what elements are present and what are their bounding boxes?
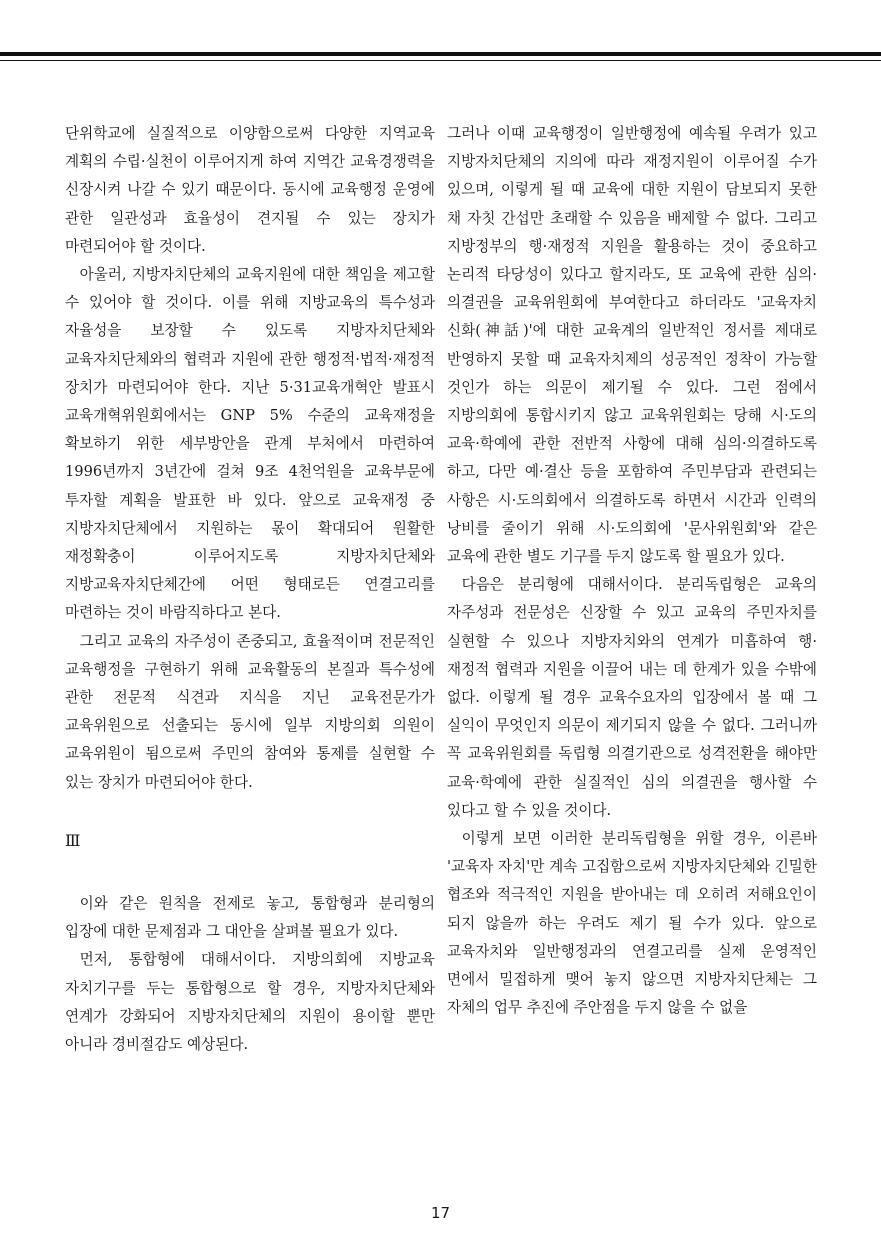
paragraph: 이와 같은 원칙을 전제로 놓고, 통합형과 분리형의 입장에 대한 문제점과 그 대안을 살펴볼 필요가 있다.: [65, 895, 435, 941]
page-number: 17: [430, 1204, 451, 1222]
header-rule-thin: [0, 60, 881, 61]
paragraph: 단위학교에 실질적으로 이양함으로써 다양한 지역교육 계획의 수립·실천이 이루어지게 하여 지역간 교육경쟁력을 신장시켜 나갈 수 있기 때문이다. 동시에 교육행정 운영에 관한 일관성과 효율성이 견지될 수 있는 장치가 마련되어야 할 것이다.: [65, 125, 435, 255]
section-heading: Ⅲ: [65, 830, 82, 850]
left-column: [65, 120, 435, 1059]
paragraph: 아울러, 지방자치단체의 교육지원에 대한 책임을 제고할 수 있어야 할 것이다. 이를 위해 지방교육의 특수성과 자율성을 보장할 수 있도록 지방자치단체와 교육자치단체와의 협력과 지원에 관한 행정적·법적·재정적 장치가 마련되어야 한다. 지난 5·31교육개혁안 발표시 교육개혁위원회에서는 GNP 5% 수준의 교육재정을 확보하기 위한 세부방안을 관계 부처에서 마련하여 1996년까지 3년간에 걸쳐 9조 4천억원을 교육부문에 투자할 계획을 발표한 바 있다. 앞으로 교육재정 중 지방자치단체에서 지원하는 몫이 확대되어 원활한 재정확충이 이루어지도록 지방자치단체와 지방교육자치단체간에 어떤 형태로든 연결고리를 마련하는 것이 바람직하다고 본다.: [65, 266, 435, 622]
right-column: [447, 120, 817, 1023]
paragraph: 이렇게 보면 이러한 분리독립형을 위할 경우, 이른바 '교육자 자치'만 계속 고집함으로써 지방자치단체와 긴밀한 협조와 적극적인 지원을 받아내는 데 오히려 저해요인이 되지 않을까 하는 우려도 제기 될 수가 있다. 앞으로 교육자치와 일반행정과의 연결고리를 실제 운영적인 면에서 밀접하게 맺어 놓지 않으면 지방자치단체는 그 자체의 업무 추진에 주안점을 두지 않을 수 없을: [447, 830, 817, 1017]
header-rule-thick: [0, 52, 881, 56]
paragraph: 다음은 분리형에 대해서이다. 분리독립형은 교육의 자주성과 전문성은 신장할 수 있고 교육의 주민자치를 실현할 수 있으나 지방자치와의 연계가 미흡하여 행·재정적 협력과 지원을 이끌어 내는 데 한계가 있을 수밖에 없다. 이렇게 될 경우 교육수요자의 입장에서 볼 때 그 실익이 무엇인지 의문이 제기되지 않을 수 없다. 그러니까 꼭 교육위원회를 독립형 의결기관으로 성격전환을 해야만 교육·학예에 관한 실질적인 심의 의결권을 행사할 수 있다고 할 수 있을 것이다.: [447, 576, 817, 819]
paragraph: 그러나 이때 교육행정이 일반행정에 예속될 우려가 있고 지방자치단체의 지의에 따라 재정지원이 이루어질 수가 있으며, 이렇게 될 때 교육에 대한 지원이 담보되지 못한 채 자칫 간섭만 초래할 수 있음을 배제할 수 없다. 그리고 지방정부의 행·재정적 지원을 활용하는 것이 중요하고 논리적 타당성이 있다고 할지라도, 또 교육에 관한 심의·의결권을 교육위원회에 부여한다고 하더라도 '교육자치 신화(神話)'에 대한 교육계의 일반적인 정서를 제대로 반영하지 못할 때 교육자치제의 성공적인 정착이 가능할 것인가 하는 의문이 제기될 수 있다. 그런 점에서 지방의회에 통합시키지 않고 교육위원회는 당해 시·도의 교육·학예에 관한 전반적 사항에 대해 심의·의결하도록 하고, 다만 예·결산 등을 포함하여 주민부담과 관련되는 사항은 시·도의회에서 의결하도록 하면서 시간과 인력의 낭비를 줄이기 위해 시·도의회에 '문사위원회'와 같은 교육에 관한 별도 기구를 두지 않도록 할 필요가 있다.: [447, 125, 817, 566]
paragraph: 먼저, 통합형에 대해서이다. 지방의회에 지방교육 자치기구를 두는 통합형으로 할 경우, 지방자치단체와 연계가 강화되어 지방자치단체의 지원이 용이할 뿐만 아니라 경비절감도 예상된다.: [65, 951, 435, 1054]
paragraph: 그리고 교육의 자주성이 존중되고, 효율적이며 전문적인 교육행정을 구현하기 위해 교육활동의 본질과 특수성에 관한 전문적 식견과 지식을 지닌 교육전문가가 교육위원으로 선출되는 동시에 일부 지방의회 의원이 교육위원이 됨으로써 주민의 참여와 통제를 실현할 수 있는 장치가 마련되어야 한다.: [65, 632, 435, 791]
